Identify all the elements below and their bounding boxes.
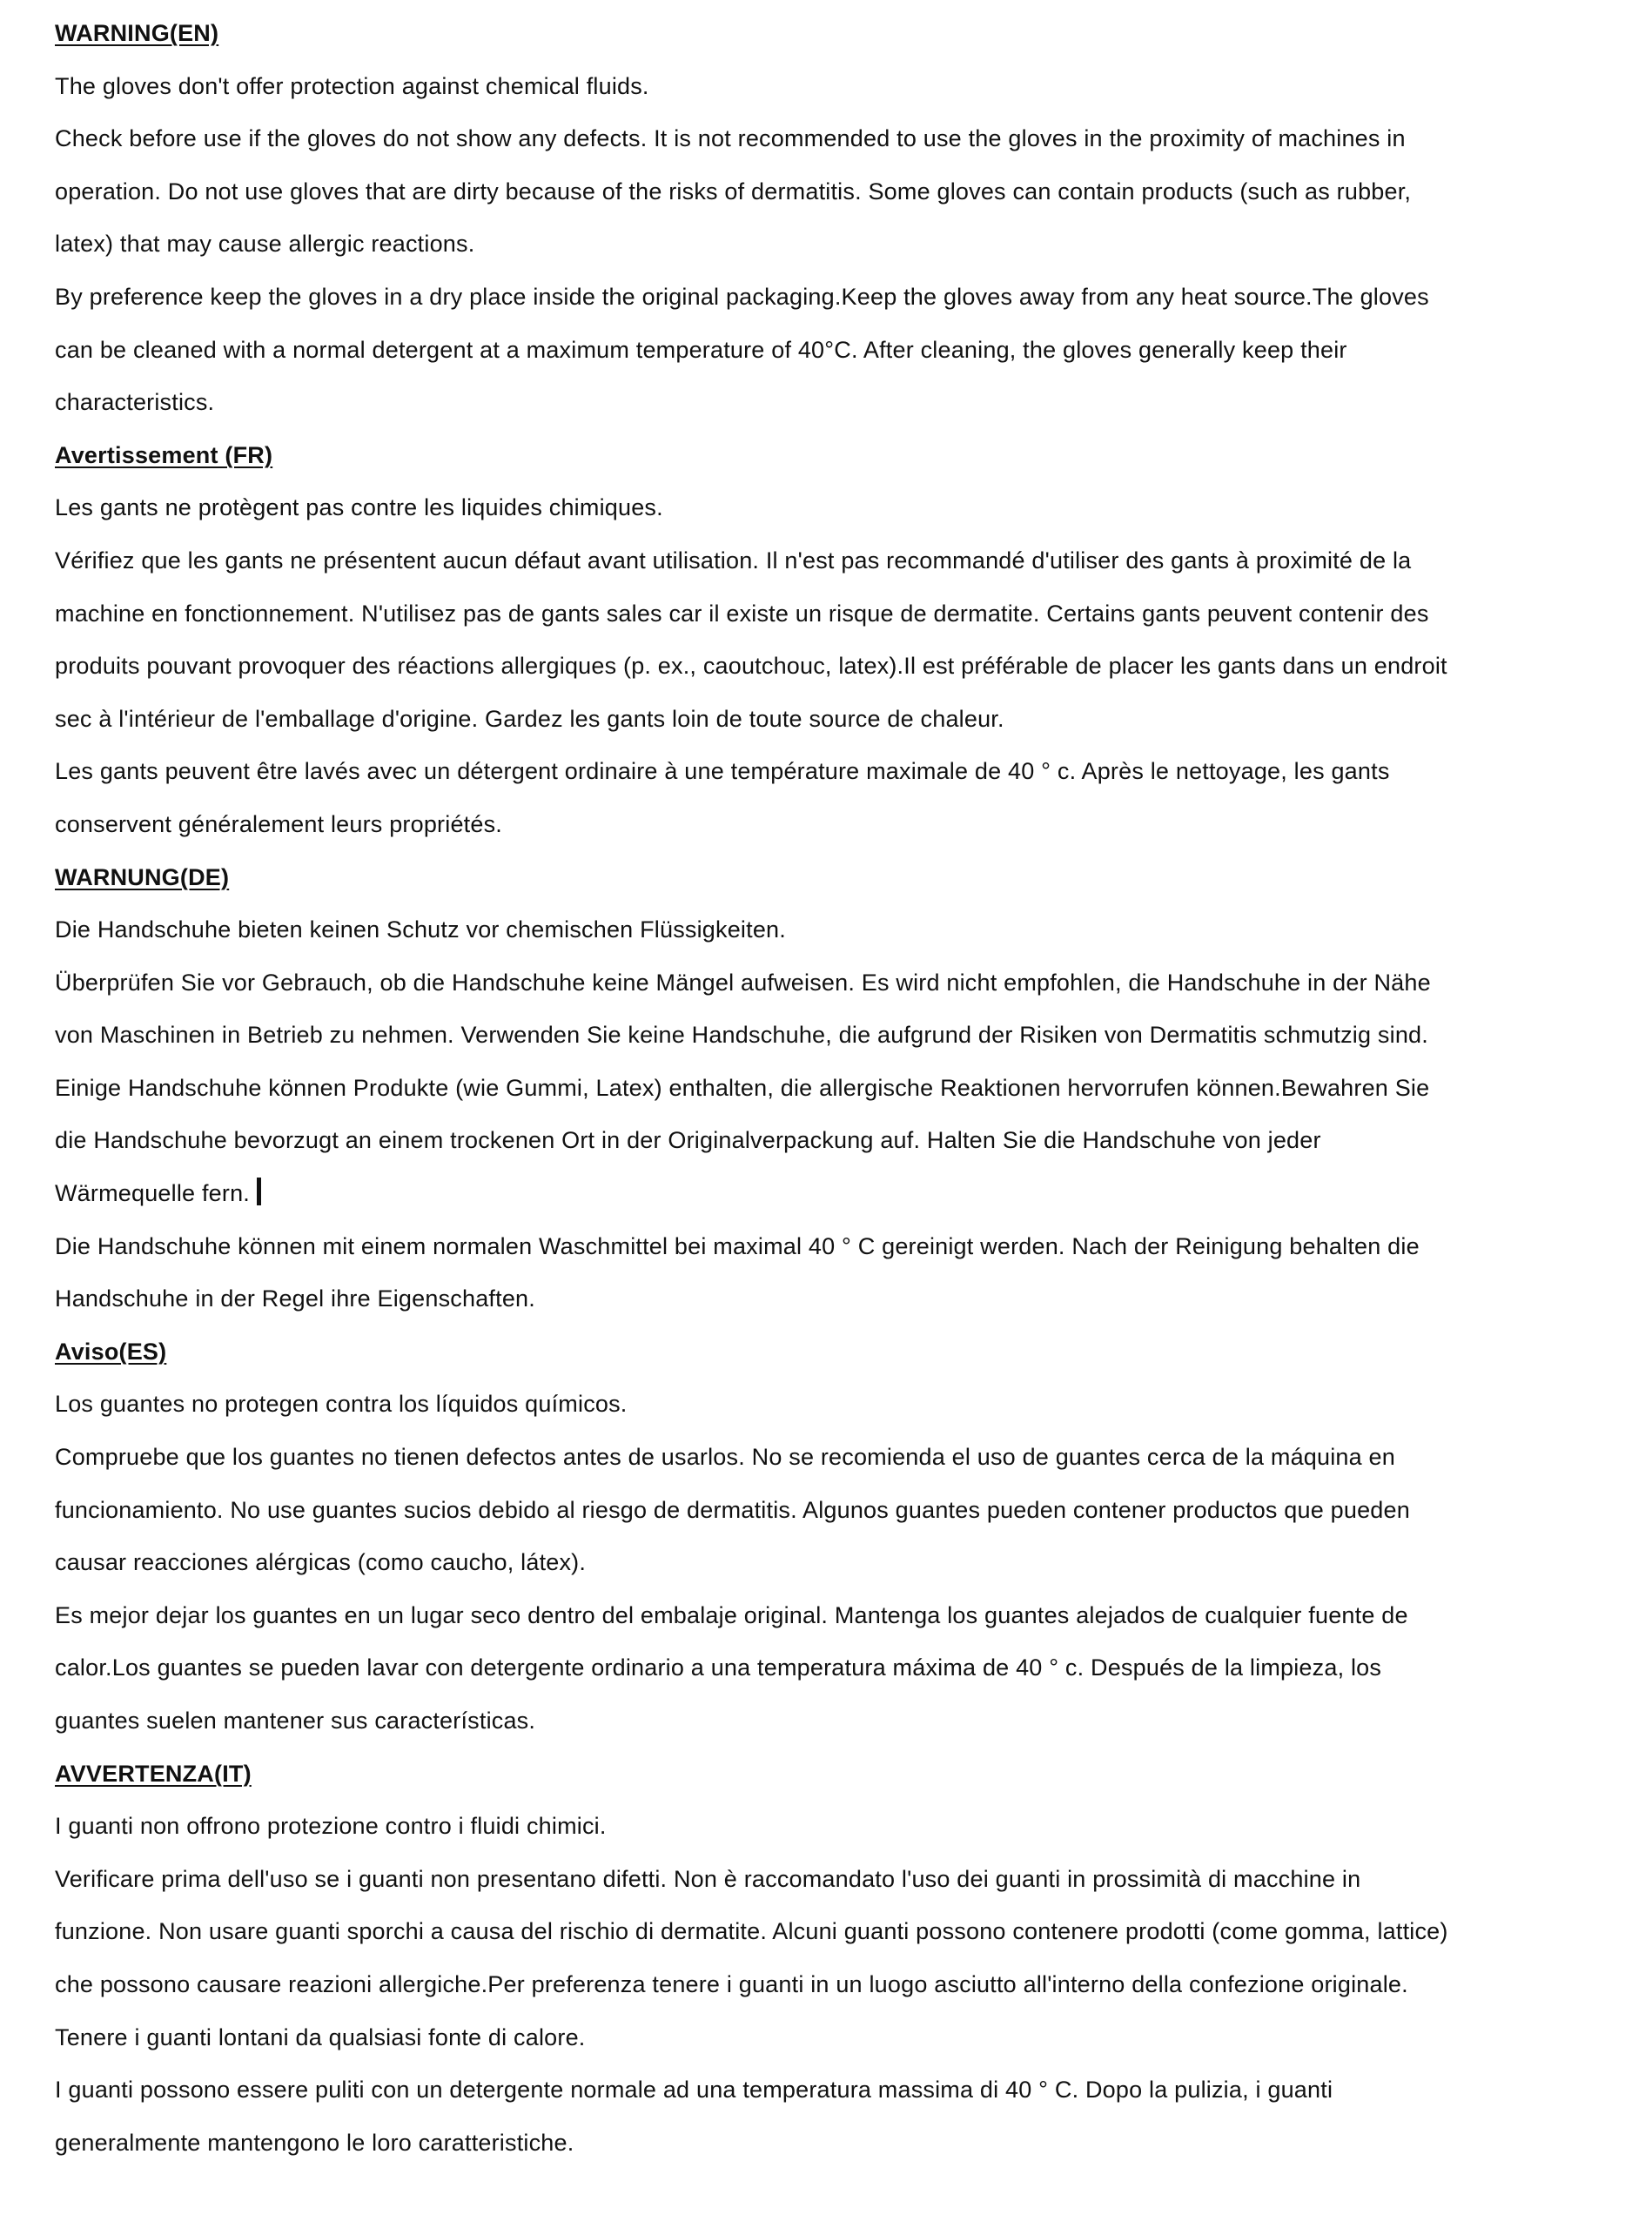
paragraph-text: Überprüfen Sie vor Gebrauch, ob die Handschuhe keine Mängel aufweisen. Es wird nicht empfohlen, die Handschuhe in der Nähe von Maschinen in Betrieb zu nehmen. Verwenden Sie keine Handschuhe, die aufgrund der Risiken von Dermatitis schmutzig sind. Einige Handschuhe können Produkte (wie Gummi, Latex) enthalten, die allergische Reaktionen hervorrufen können.Bewahren Sie die Handschuhe bevorzugt an einem trockenen Ort in der Originalverpackung auf. Halten Sie die Handschuhe von jeder Wärmequelle fern. [55,969,1431,1207]
section-fr [55,429,1456,851]
paragraph: Die Handschuhe bieten keinen Schutz vor chemischen Flüssigkeiten. [55,916,786,943]
section-heading-fr: Avertissement (FR) [55,441,273,468]
paragraph: By preference keep the gloves in a dry place inside the original packaging.Keep the gloves away from any heat source.The gloves can be cleaned with a normal detergent at a maximum temperature of 40°C. After cleaning, the gloves generally keep their characteristics. [55,283,1429,416]
text-cursor [257,1178,261,1205]
paragraph-with-caret[interactable] [55,956,1456,1220]
paragraph: Los guantes no protegen contra los líquidos químicos. [55,1391,628,1418]
section-heading-it: AVVERTENZA(IT) [55,1760,252,1787]
paragraph: Compruebe que los guantes no tienen defectos antes de usarlos. No se recomienda el uso de guantes cerca de la máquina en funcionamiento. No use guantes sucios debido al riesgo de dermatitis. Algunos guantes pueden contener productos que pueden causar reacciones alérgicas (como caucho, látex). [55,1444,1410,1576]
paragraph: I guanti possono essere puliti con un detergente normale ad una temperatura massima di 40 ° C. Dopo la pulizia, i guanti generalmente mantengono le loro caratteristiche. [55,2077,1333,2156]
paragraph: Verificare prima dell'uso se i guanti non presentano difetti. Non è raccomandato l'uso dei guanti in prossimità di macchine in funzione. Non usare guanti sporchi a causa del rischio di dermatite. Alcuni guanti possono contenere prodotti (come gomma, lattice) che possono causare reazioni allergiche.Per preferenza tenere i guanti in un luogo asciutto all'interno della confezione originale. Tenere i guanti lontani da qualsiasi fonte di calore. [55,1865,1448,2050]
section-es [55,1325,1456,1748]
section-heading-en: WARNING(EN) [55,20,219,46]
paragraph: Vérifiez que les gants ne présentent aucun défaut avant utilisation. Il n'est pas recommandé d'utiliser des gants à proximité de la machine en fonctionnement. N'utilisez pas de gants sales car il existe un risque de dermatite. Certains gants peuvent contenir des produits pouvant provoquer des réactions allergiques (p. ex., caoutchouc, latex).Il est préférable de placer les gants dans un endroit sec à l'intérieur de l'emballage d'origine. Gardez les gants loin de toute source de chaleur. [55,547,1447,732]
paragraph: Les gants ne protègent pas contre les liquides chimiques. [55,494,663,521]
paragraph: The gloves don't offer protection against chemical fluids. [55,72,649,99]
section-it [55,1748,1456,2170]
section-de [55,851,1456,1325]
document-body [55,7,1456,2169]
paragraph: Die Handschuhe können mit einem normalen Waschmittel bei maximal 40 ° C gereinigt werden. Nach der Reinigung behalten die Handschuhe in der Regel ihre Eigenschaften. [55,1232,1420,1312]
section-en [55,7,1456,429]
paragraph: Es mejor dejar los guantes en un lugar seco dentro del embalaje original. Mantenga los guantes alejados de cualquier fuente de calor.Los guantes se pueden lavar con detergente ordinario a una temperatura máxima de 40 ° c. Después de la limpieza, los guantes suelen mantener sus características. [55,1601,1408,1734]
paragraph: I guanti non offrono protezione contro i fluidi chimici. [55,1813,607,1840]
section-heading-es: Aviso(ES) [55,1338,167,1365]
paragraph: Les gants peuvent être lavés avec un détergent ordinaire à une température maximale de 40 ° c. Après le nettoyage, les gants conservent généralement leurs propriétés. [55,758,1390,837]
paragraph: Check before use if the gloves do not show any defects. It is not recommended to use the gloves in the proximity of machines in operation. Do not use gloves that are dirty because of the risks of dermatitis. Some gloves can contain products (such as rubber, latex) that may cause allergic reactions. [55,125,1412,258]
section-heading-de: WARNUNG(DE) [55,863,230,890]
